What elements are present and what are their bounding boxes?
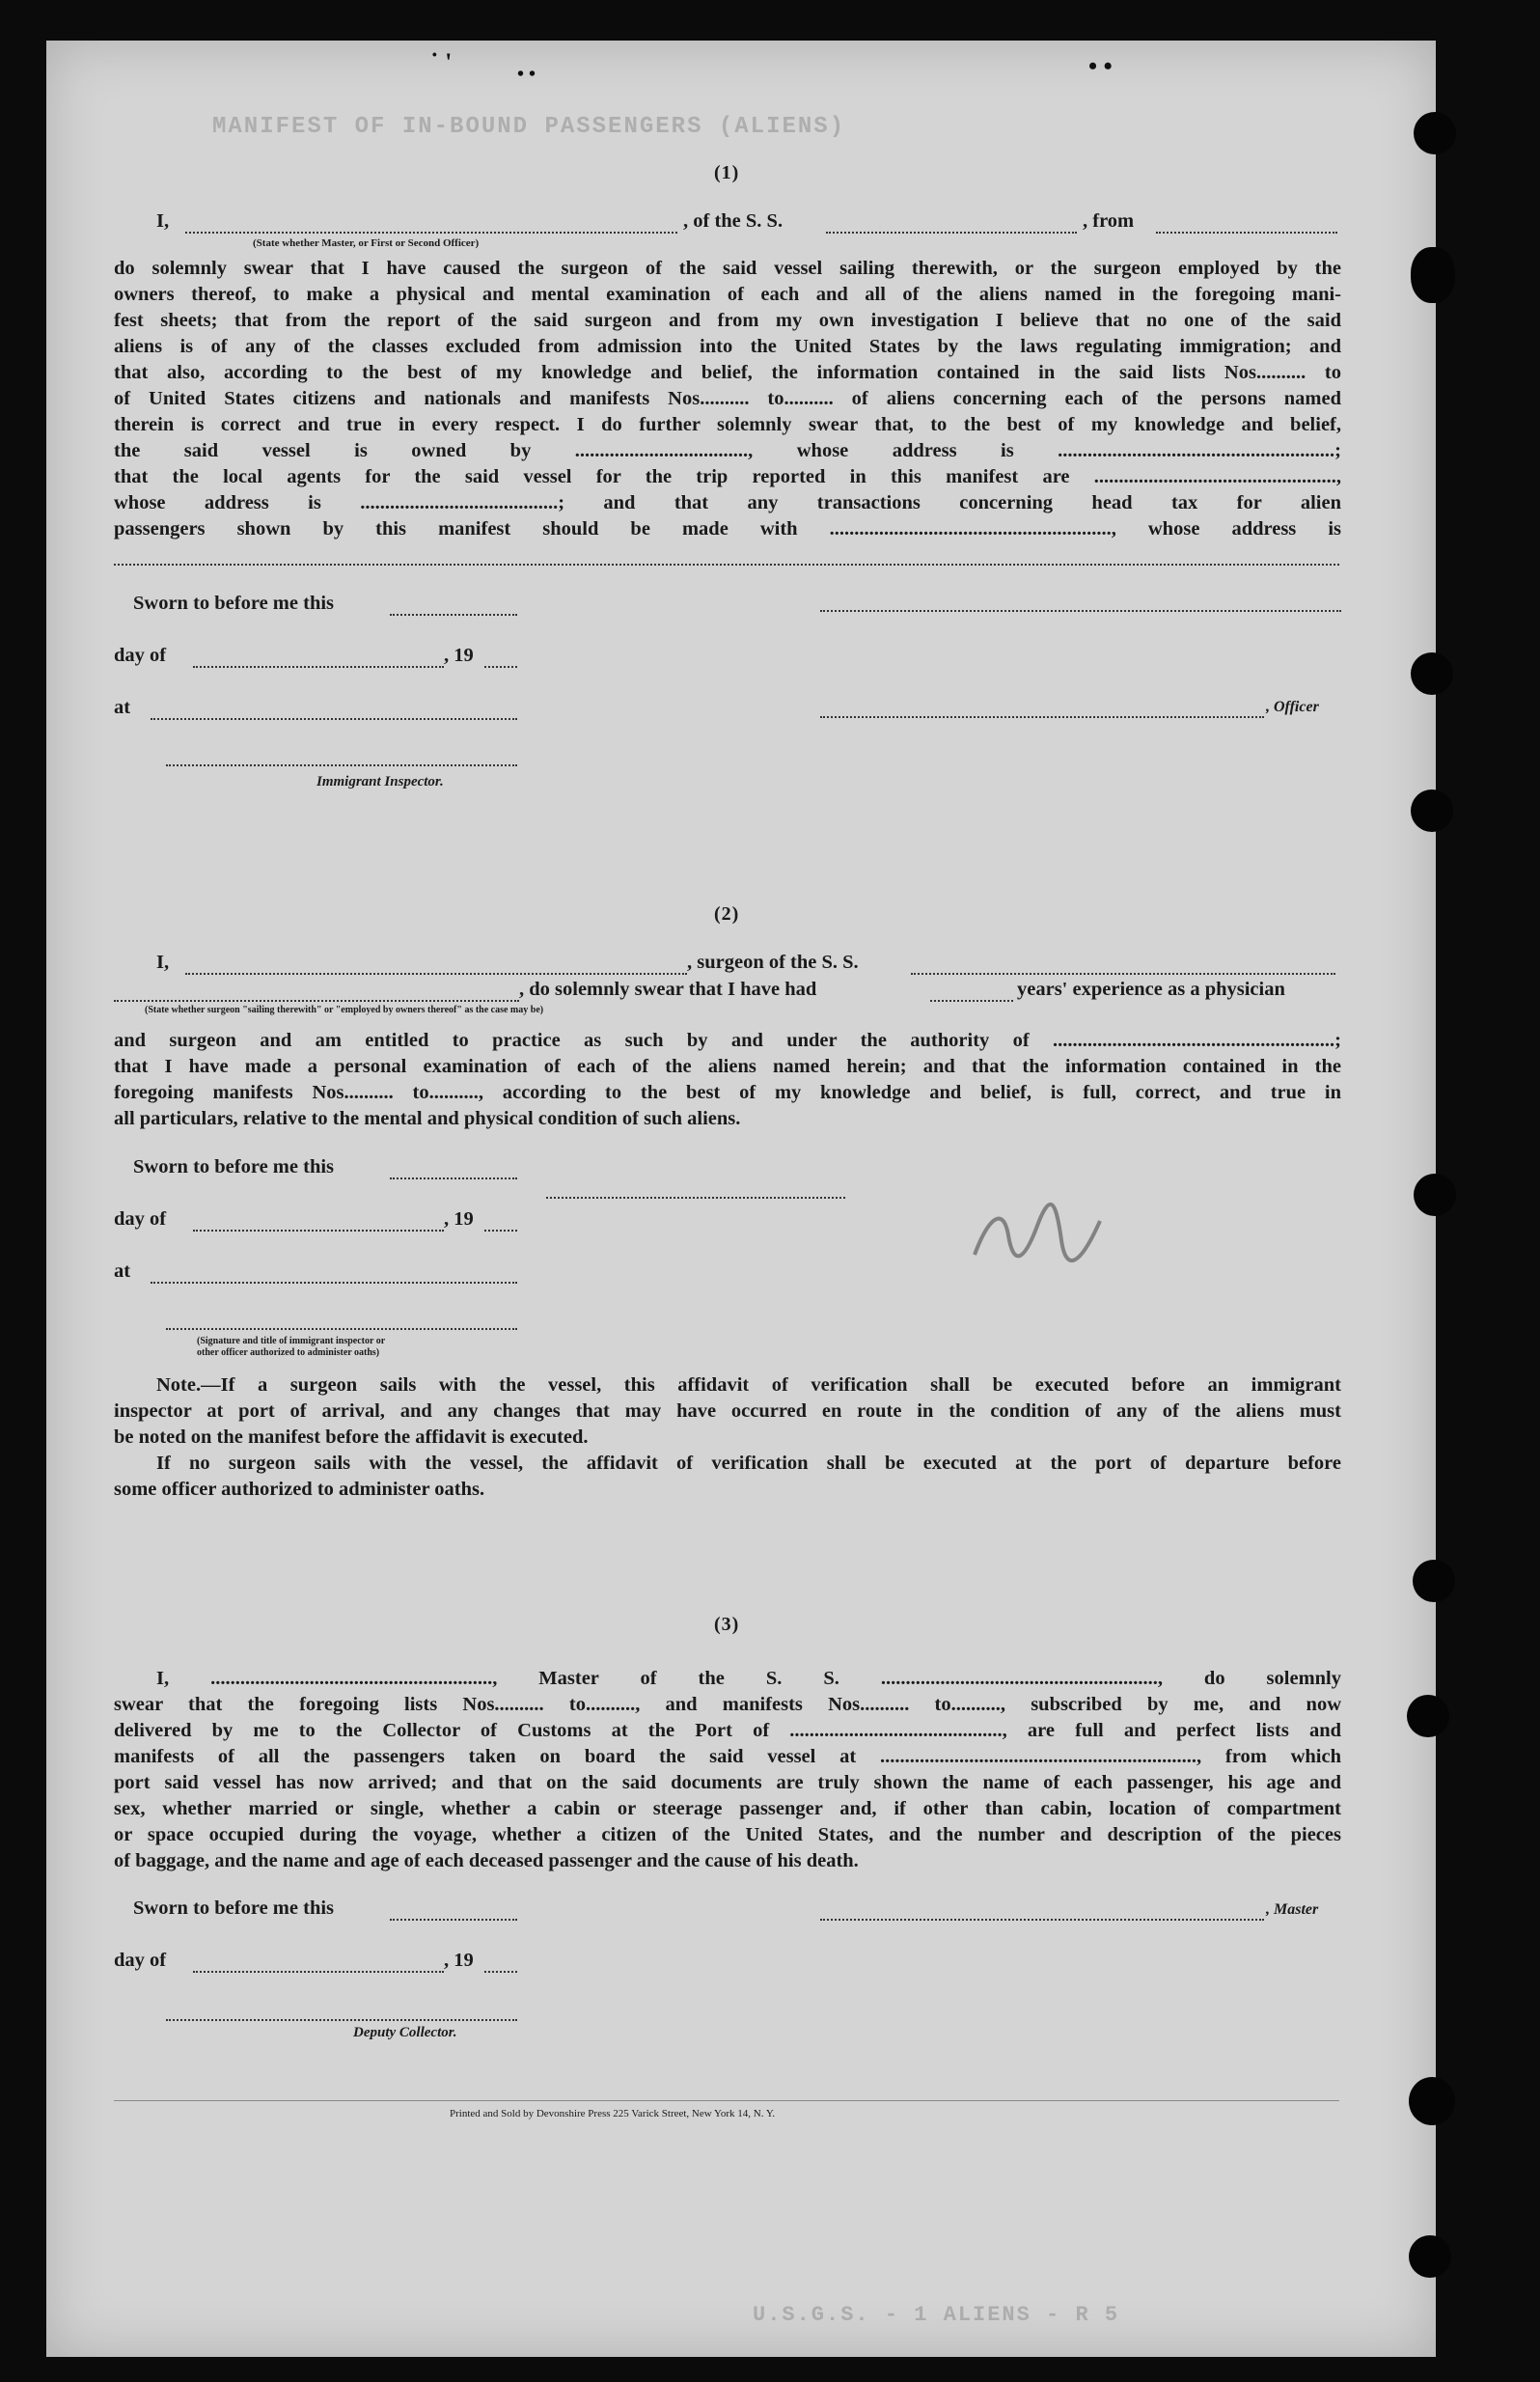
surgeon-signature-blank[interactable] [546, 1197, 845, 1199]
inspector-signature-blank[interactable] [166, 764, 517, 766]
master-oath-line: swear that the foregoing lists Nos.......... to.........., and manifests Nos.......... to.........., subscribed by me, and now [114, 1694, 1341, 1715]
oath-line: whose address is ........................................; and that any transactions concerning head tax for alien [114, 492, 1341, 513]
master-label: , Master [1266, 1901, 1319, 1918]
surgeon-oath-line: that I have made a personal examination of each of the aliens named herein; and that the information contained in the [114, 1056, 1341, 1077]
handwritten-signature [965, 1197, 1139, 1274]
note-line: If no surgeon sails with the vessel, the affidavit of verification shall be executed at the port of departure before [156, 1453, 1341, 1474]
from-label: , from [1083, 210, 1135, 232]
section-number: (1) [714, 162, 740, 183]
oath-line: owners thereof, to make a physical and mental examination of each and all of the aliens named in the foregoing mani- [114, 284, 1341, 305]
master-oath-line: port said vessel has now arrived; and that on the said documents are truly shown the name of each passenger, his age and [114, 1772, 1341, 1793]
oath-line: do solemnly swear that I have caused the surgeon of the said vessel sailing therewith, or the surgeon employed by the [114, 258, 1341, 279]
affiant-label: I, [156, 210, 170, 232]
bleed-through-footer: U.S.G.S. - 1 ALIENS - R 5 [753, 2303, 1120, 2327]
signature-note: (Signature and title of immigrant inspector or [197, 1336, 386, 1346]
month-blank[interactable] [193, 666, 444, 668]
sworn-label: Sworn to before me this [133, 1156, 335, 1177]
corner-mark: • • [517, 64, 536, 85]
oath-line: that also, according to the best of my knowledge and belief, the information contained in the said lists Nos.......... to [114, 362, 1341, 383]
certifier-signature-blank[interactable] [166, 1328, 517, 1330]
section-number: (2) [714, 903, 740, 925]
surgeon-oath-line: foregoing manifests Nos.......... to.........., according to the best of my knowledge and belief, is full, correct, and true in [114, 1082, 1341, 1103]
punch-hole [1411, 789, 1453, 832]
corner-mark: ˙ ' [430, 48, 453, 76]
oath-line: passengers shown by this manifest should be made with ........................................................., whose address is [114, 518, 1341, 540]
day-of-label: day of [114, 1950, 167, 1971]
oath-line: the said vessel is owned by ..................................., whose address is ........................................................; [114, 440, 1341, 461]
master-oath-line: of baggage, and the name and age of each deceased passenger and the cause of his death. [114, 1850, 859, 1871]
day-of-label: day of [114, 645, 167, 666]
master-name-blank[interactable] [185, 232, 677, 234]
bleed-through-header: MANIFEST OF IN-BOUND PASSENGERS (ALIENS) [212, 114, 846, 140]
footer-rule [114, 2100, 1339, 2101]
note-line: Note.—If a surgeon sails with the vessel, this affidavit of verification shall be executed before an immigrant [156, 1374, 1341, 1396]
of-ss-label: , of the S. S. [683, 210, 784, 232]
place-blank[interactable] [151, 718, 517, 720]
note-line: be noted on the manifest before the affidavit is executed. [114, 1426, 589, 1448]
year-blank[interactable] [484, 666, 517, 668]
year-label: , 19 [444, 1950, 474, 1971]
from-port-blank[interactable] [1156, 232, 1337, 234]
year-label: , 19 [444, 645, 474, 666]
note-line: some officer authorized to administer oaths. [114, 1479, 485, 1500]
year-label: , 19 [444, 1208, 474, 1230]
solemnly-swear-label: , do solemnly swear that I have had [519, 979, 817, 1000]
corner-mark: • • [1088, 52, 1113, 80]
oath-line: therein is correct and true in every respect. I do further solemnly swear that, to the best of my knowledge and belief, [114, 414, 1341, 435]
oath-line: aliens is of any of the classes excluded from admission into the United States by the laws regulating immigration; and [114, 336, 1341, 357]
punch-hole [1409, 2235, 1451, 2278]
year-blank[interactable] [484, 1971, 517, 1973]
printer-imprint: Printed and Sold by Devonshire Press 225 Varick Street, New York 14, N. Y. [450, 2108, 776, 2119]
vessel-name-blank[interactable] [826, 232, 1077, 234]
sworn-day-blank[interactable] [390, 1177, 517, 1179]
surgeon-i-label: I, [156, 952, 170, 973]
master-oath-line: or space occupied during the voyage, whether a citizen of the United States, and the number and description of the pieces [114, 1824, 1341, 1845]
sworn-label: Sworn to before me this [133, 593, 335, 614]
surgeon-vessel-blank[interactable] [911, 973, 1335, 975]
month-blank[interactable] [193, 1230, 444, 1232]
sworn-label: Sworn to before me this [133, 1897, 335, 1919]
note-line: inspector at port of arrival, and any changes that may have occurred en route in the condition of any of the aliens must [114, 1400, 1341, 1422]
officer-signature-blank[interactable] [820, 610, 1341, 612]
oath-line: that the local agents for the said vessel for the trip reported in this manifest are ................................................., [114, 466, 1341, 487]
master-oath-line: delivered by me to the Collector of Customs at the Port of ..........................................., are full and perfect lists and [114, 1720, 1341, 1741]
punch-hole [1407, 1695, 1449, 1737]
surgeon-of-label: , surgeon of the S. S. [687, 952, 859, 973]
master-note: (State whether Master, or First or Second Officer) [253, 237, 480, 249]
master-oath-line: manifests of all the passengers taken on board the said vessel at ................................................................, from which [114, 1746, 1341, 1767]
surgeon-note: (State whether surgeon "sailing therewith" or "employed by owners thereof" as the case may be) [145, 1005, 544, 1015]
surgeon-name-blank[interactable] [185, 973, 687, 975]
surgeon-oath-line: all particulars, relative to the mental and physical condition of such aliens. [114, 1108, 741, 1129]
punch-hole [1411, 652, 1453, 695]
inspector-label: Immigrant Inspector. [316, 774, 444, 789]
month-blank[interactable] [193, 1971, 444, 1973]
section-number: (3) [714, 1614, 740, 1635]
master-oath-line: sex, whether married or single, whether a cabin or steerage passenger and, if other than cabin, location of compartment [114, 1798, 1341, 1819]
master-oath-line: I, ........................................................., Master of the S. S. ........................................................, do solemnly [156, 1668, 1341, 1689]
master-signature-blank[interactable] [820, 1919, 1264, 1921]
punch-hole [1413, 1560, 1455, 1602]
years-label: years' experience as a physician [1017, 979, 1285, 1000]
surgeon-oath-line: and surgeon and am entitled to practice as such by and under the authority of .........................................................; [114, 1030, 1341, 1051]
at-label: at [114, 1260, 131, 1282]
punch-hole [1409, 2077, 1455, 2125]
signature-note: other officer authorized to administer oaths) [197, 1347, 380, 1358]
punch-hole [1414, 112, 1456, 154]
officer-label: , Officer [1266, 699, 1319, 715]
punch-hole [1414, 1174, 1456, 1216]
day-of-label: day of [114, 1208, 167, 1230]
address-continuation-blank[interactable] [114, 564, 1339, 566]
place-blank[interactable] [151, 1282, 517, 1284]
surgeon-status-blank[interactable] [114, 1000, 519, 1002]
collector-label: Deputy Collector. [353, 2025, 457, 2040]
sworn-day-blank[interactable] [390, 614, 517, 616]
at-label: at [114, 697, 131, 718]
sworn-day-blank[interactable] [390, 1919, 517, 1921]
collector-signature-blank[interactable] [166, 2019, 517, 2021]
years-blank[interactable] [930, 1000, 1013, 1002]
oath-line: fest sheets; that from the report of the said surgeon and from my own investigation I believe that no one of the said [114, 310, 1341, 331]
officer-title-blank[interactable] [820, 716, 1264, 718]
year-blank[interactable] [484, 1230, 517, 1232]
oath-line: of United States citizens and nationals and manifests Nos.......... to.......... of aliens concerning each of the persons named [114, 388, 1341, 409]
punch-hole [1411, 247, 1455, 303]
